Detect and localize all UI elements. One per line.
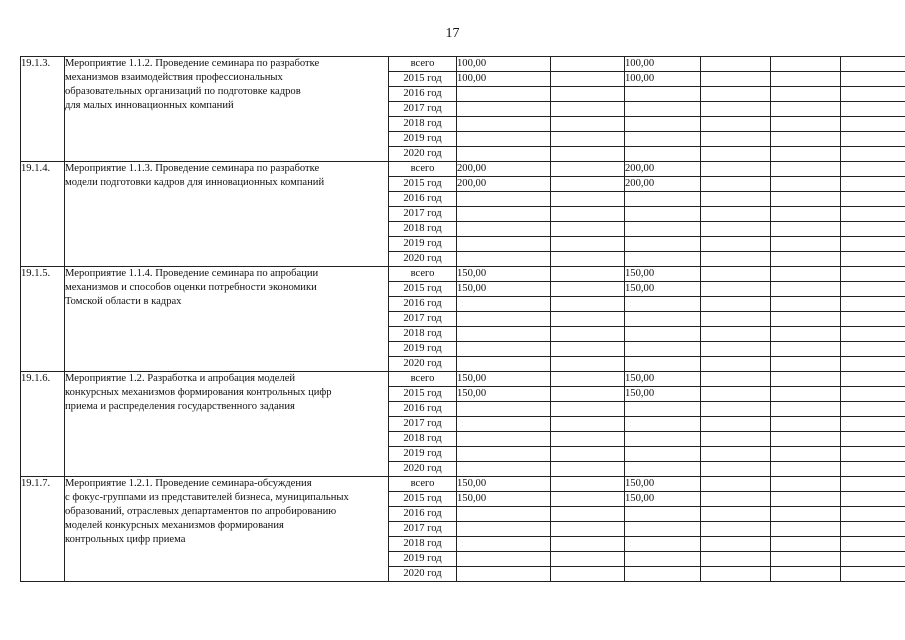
description-line: моделей конкурсных механизмов формирования bbox=[65, 520, 284, 531]
amount-empty bbox=[551, 567, 625, 582]
description-line: конкурсных механизмов формирования контрольных цифр bbox=[65, 387, 332, 398]
amount-empty bbox=[701, 567, 771, 582]
description-line: контрольных цифр приема bbox=[65, 534, 186, 545]
amount-empty bbox=[551, 132, 625, 147]
amount-empty bbox=[771, 132, 841, 147]
amount-empty bbox=[551, 402, 625, 417]
amount-empty bbox=[771, 432, 841, 447]
amount-empty bbox=[771, 72, 841, 87]
measure-description bbox=[65, 162, 389, 267]
amount-empty bbox=[841, 57, 905, 72]
description-line: с фокус-группами из представителей бизнеса, муниципальных bbox=[65, 492, 349, 503]
amount-empty bbox=[551, 102, 625, 117]
year-label: 2019 год bbox=[389, 552, 457, 567]
year-label: 2016 год bbox=[389, 402, 457, 417]
amount-empty bbox=[551, 237, 625, 252]
amount-budget bbox=[625, 342, 701, 357]
amount-budget: 150,00 bbox=[625, 267, 701, 282]
amount-empty bbox=[701, 507, 771, 522]
amount-empty bbox=[841, 447, 905, 462]
amount-empty bbox=[771, 312, 841, 327]
amount-empty bbox=[701, 297, 771, 312]
amount-budget bbox=[625, 327, 701, 342]
amount-total: 100,00 bbox=[457, 72, 551, 87]
amount-empty bbox=[771, 357, 841, 372]
amount-budget bbox=[625, 447, 701, 462]
amount-empty bbox=[701, 222, 771, 237]
amount-empty bbox=[841, 282, 905, 297]
amount-empty bbox=[701, 237, 771, 252]
amount-budget: 150,00 bbox=[625, 492, 701, 507]
amount-empty bbox=[701, 462, 771, 477]
amount-empty bbox=[771, 372, 841, 387]
amount-total bbox=[457, 507, 551, 522]
year-label: 2016 год bbox=[389, 87, 457, 102]
amount-budget: 150,00 bbox=[625, 282, 701, 297]
amount-empty bbox=[771, 417, 841, 432]
year-label: 2020 год bbox=[389, 147, 457, 162]
amount-empty bbox=[701, 372, 771, 387]
description-line: Мероприятие 1.2.1. Проведение семинара-обсуждения bbox=[65, 478, 312, 489]
table-row bbox=[21, 57, 905, 72]
amount-total: 150,00 bbox=[457, 492, 551, 507]
amount-empty bbox=[551, 162, 625, 177]
description-line: Мероприятие 1.2. Разработка и апробация моделей bbox=[65, 373, 296, 384]
amount-empty bbox=[841, 402, 905, 417]
amount-empty bbox=[841, 417, 905, 432]
amount-empty bbox=[771, 522, 841, 537]
year-label: 2016 год bbox=[389, 297, 457, 312]
amount-empty bbox=[551, 537, 625, 552]
amount-budget bbox=[625, 237, 701, 252]
year-label: 2015 год bbox=[389, 177, 457, 192]
year-label: всего bbox=[389, 267, 457, 282]
amount-empty bbox=[771, 297, 841, 312]
amount-total bbox=[457, 117, 551, 132]
amount-total: 150,00 bbox=[457, 477, 551, 492]
amount-empty bbox=[551, 342, 625, 357]
amount-total bbox=[457, 237, 551, 252]
amount-empty bbox=[701, 207, 771, 222]
amount-budget bbox=[625, 522, 701, 537]
amount-empty bbox=[841, 372, 905, 387]
amount-budget bbox=[625, 117, 701, 132]
amount-empty bbox=[841, 297, 905, 312]
measure-number: 19.1.5. bbox=[21, 267, 65, 372]
page-number: 17 bbox=[445, 26, 460, 41]
year-label: 2015 год bbox=[389, 492, 457, 507]
amount-empty bbox=[771, 537, 841, 552]
amount-empty bbox=[551, 117, 625, 132]
measures-table bbox=[20, 56, 905, 582]
amount-empty bbox=[701, 537, 771, 552]
measure-description bbox=[65, 372, 389, 477]
amount-empty bbox=[551, 522, 625, 537]
year-label: 2015 год bbox=[389, 387, 457, 402]
amount-budget bbox=[625, 312, 701, 327]
amount-empty bbox=[551, 72, 625, 87]
amount-empty bbox=[701, 147, 771, 162]
amount-total: 150,00 bbox=[457, 282, 551, 297]
amount-empty bbox=[841, 72, 905, 87]
amount-empty bbox=[841, 567, 905, 582]
amount-total bbox=[457, 312, 551, 327]
amount-budget bbox=[625, 252, 701, 267]
amount-empty bbox=[551, 192, 625, 207]
year-label: 2017 год bbox=[389, 207, 457, 222]
amount-empty bbox=[551, 327, 625, 342]
amount-total bbox=[457, 222, 551, 237]
amount-total bbox=[457, 537, 551, 552]
amount-total bbox=[457, 522, 551, 537]
amount-total: 150,00 bbox=[457, 372, 551, 387]
amount-empty bbox=[701, 477, 771, 492]
amount-total bbox=[457, 207, 551, 222]
description-line: Мероприятие 1.1.4. Проведение семинара по апробации bbox=[65, 268, 319, 279]
year-label: 2019 год bbox=[389, 342, 457, 357]
amount-empty bbox=[551, 492, 625, 507]
year-label: 2018 год bbox=[389, 222, 457, 237]
measure-description bbox=[65, 477, 389, 582]
amount-empty bbox=[551, 432, 625, 447]
amount-empty bbox=[771, 177, 841, 192]
year-label: 2015 год bbox=[389, 282, 457, 297]
year-label: 2020 год bbox=[389, 252, 457, 267]
year-label: 2018 год bbox=[389, 327, 457, 342]
amount-budget: 200,00 bbox=[625, 177, 701, 192]
amount-total bbox=[457, 417, 551, 432]
amount-total bbox=[457, 462, 551, 477]
amount-empty bbox=[701, 177, 771, 192]
amount-budget: 150,00 bbox=[625, 387, 701, 402]
amount-empty bbox=[551, 312, 625, 327]
amount-budget bbox=[625, 507, 701, 522]
year-label: 2019 год bbox=[389, 132, 457, 147]
amount-empty bbox=[771, 207, 841, 222]
amount-empty bbox=[841, 102, 905, 117]
amount-empty bbox=[701, 552, 771, 567]
year-label: 2020 год bbox=[389, 567, 457, 582]
year-label: 2017 год bbox=[389, 102, 457, 117]
amount-empty bbox=[841, 237, 905, 252]
amount-empty bbox=[551, 282, 625, 297]
year-label: 2019 год bbox=[389, 237, 457, 252]
amount-empty bbox=[841, 477, 905, 492]
amount-empty bbox=[841, 267, 905, 282]
amount-budget bbox=[625, 87, 701, 102]
amount-total bbox=[457, 192, 551, 207]
amount-budget bbox=[625, 192, 701, 207]
description-line: для малых инновационных компаний bbox=[65, 100, 234, 111]
amount-empty bbox=[771, 147, 841, 162]
amount-empty bbox=[701, 117, 771, 132]
amount-empty bbox=[771, 162, 841, 177]
description-line: образований, отраслевых департаментов по апробированию bbox=[65, 506, 337, 517]
amount-empty bbox=[841, 147, 905, 162]
year-label: 2020 год bbox=[389, 462, 457, 477]
amount-total bbox=[457, 327, 551, 342]
amount-total bbox=[457, 87, 551, 102]
amount-total bbox=[457, 567, 551, 582]
amount-total: 200,00 bbox=[457, 162, 551, 177]
amount-empty bbox=[771, 252, 841, 267]
year-label: 2018 год bbox=[389, 537, 457, 552]
amount-budget bbox=[625, 462, 701, 477]
amount-empty bbox=[701, 57, 771, 72]
description-line: Мероприятие 1.1.3. Проведение семинара по разработке bbox=[65, 163, 320, 174]
amount-empty bbox=[701, 132, 771, 147]
amount-empty bbox=[701, 522, 771, 537]
year-label: 2015 год bbox=[389, 72, 457, 87]
amount-empty bbox=[551, 87, 625, 102]
amount-empty bbox=[771, 222, 841, 237]
amount-budget bbox=[625, 567, 701, 582]
year-label: 2017 год bbox=[389, 522, 457, 537]
amount-empty bbox=[701, 72, 771, 87]
amount-total: 100,00 bbox=[457, 57, 551, 72]
amount-empty bbox=[841, 387, 905, 402]
amount-budget: 150,00 bbox=[625, 477, 701, 492]
amount-empty bbox=[841, 177, 905, 192]
amount-empty bbox=[701, 102, 771, 117]
amount-empty bbox=[551, 297, 625, 312]
amount-total bbox=[457, 132, 551, 147]
table-row bbox=[21, 267, 905, 282]
amount-empty bbox=[551, 267, 625, 282]
amount-budget bbox=[625, 432, 701, 447]
amount-empty bbox=[551, 357, 625, 372]
amount-empty bbox=[771, 342, 841, 357]
amount-empty bbox=[551, 417, 625, 432]
description-line: модели подготовки кадров для инновационных компаний bbox=[65, 177, 325, 188]
table-body bbox=[21, 57, 905, 582]
year-label: 2018 год bbox=[389, 432, 457, 447]
amount-empty bbox=[771, 462, 841, 477]
amount-total bbox=[457, 357, 551, 372]
amount-budget: 100,00 bbox=[625, 72, 701, 87]
amount-empty bbox=[771, 507, 841, 522]
amount-total: 200,00 bbox=[457, 177, 551, 192]
amount-empty bbox=[701, 402, 771, 417]
amount-empty bbox=[701, 387, 771, 402]
table-row bbox=[21, 477, 905, 492]
measure-number: 19.1.7. bbox=[21, 477, 65, 582]
amount-budget: 150,00 bbox=[625, 372, 701, 387]
year-label: 2019 год bbox=[389, 447, 457, 462]
amount-empty bbox=[771, 237, 841, 252]
amount-total bbox=[457, 147, 551, 162]
description-line: Томской области в кадрах bbox=[65, 296, 182, 307]
amount-empty bbox=[841, 192, 905, 207]
amount-empty bbox=[771, 477, 841, 492]
amount-empty bbox=[771, 102, 841, 117]
amount-empty bbox=[701, 342, 771, 357]
amount-empty bbox=[771, 327, 841, 342]
amount-budget: 100,00 bbox=[625, 57, 701, 72]
year-label: 2020 год bbox=[389, 357, 457, 372]
measure-number: 19.1.3. bbox=[21, 57, 65, 162]
amount-empty bbox=[701, 357, 771, 372]
amount-empty bbox=[771, 447, 841, 462]
amount-empty bbox=[841, 222, 905, 237]
description-line: механизмов взаимодействия профессиональных bbox=[65, 72, 283, 83]
amount-budget bbox=[625, 222, 701, 237]
amount-total bbox=[457, 342, 551, 357]
amount-total bbox=[457, 447, 551, 462]
amount-empty bbox=[701, 192, 771, 207]
amount-empty bbox=[771, 57, 841, 72]
amount-empty bbox=[551, 57, 625, 72]
amount-empty bbox=[771, 282, 841, 297]
measure-number: 19.1.6. bbox=[21, 372, 65, 477]
amount-empty bbox=[841, 432, 905, 447]
measure-description bbox=[65, 57, 389, 162]
amount-budget bbox=[625, 207, 701, 222]
amount-budget bbox=[625, 132, 701, 147]
amount-empty bbox=[841, 522, 905, 537]
year-label: 2016 год bbox=[389, 192, 457, 207]
amount-empty bbox=[701, 162, 771, 177]
amount-total bbox=[457, 297, 551, 312]
measure-description bbox=[65, 267, 389, 372]
year-label: всего bbox=[389, 162, 457, 177]
amount-empty bbox=[551, 177, 625, 192]
amount-empty bbox=[701, 267, 771, 282]
amount-empty bbox=[551, 147, 625, 162]
amount-empty bbox=[841, 492, 905, 507]
amount-budget bbox=[625, 417, 701, 432]
year-label: 2018 год bbox=[389, 117, 457, 132]
amount-total: 150,00 bbox=[457, 267, 551, 282]
measure-number: 19.1.4. bbox=[21, 162, 65, 267]
year-label: 2017 год bbox=[389, 312, 457, 327]
amount-total bbox=[457, 102, 551, 117]
amount-total: 150,00 bbox=[457, 387, 551, 402]
amount-empty bbox=[551, 462, 625, 477]
amount-budget bbox=[625, 102, 701, 117]
amount-empty bbox=[701, 492, 771, 507]
amount-empty bbox=[701, 327, 771, 342]
amount-empty bbox=[771, 117, 841, 132]
amount-budget bbox=[625, 357, 701, 372]
amount-total bbox=[457, 402, 551, 417]
amount-empty bbox=[551, 252, 625, 267]
amount-empty bbox=[551, 222, 625, 237]
amount-empty bbox=[841, 312, 905, 327]
table-row bbox=[21, 162, 905, 177]
amount-empty bbox=[771, 402, 841, 417]
description-line: механизмов и способов оценки потребности экономики bbox=[65, 282, 317, 293]
description-line: Мероприятие 1.1.2. Проведение семинара по разработке bbox=[65, 58, 320, 69]
amount-empty bbox=[841, 507, 905, 522]
amount-budget bbox=[625, 147, 701, 162]
table-row bbox=[21, 372, 905, 387]
amount-empty bbox=[701, 447, 771, 462]
amount-empty bbox=[841, 537, 905, 552]
amount-empty bbox=[551, 387, 625, 402]
amount-empty bbox=[701, 252, 771, 267]
amount-empty bbox=[551, 477, 625, 492]
amount-empty bbox=[841, 87, 905, 102]
amount-empty bbox=[551, 552, 625, 567]
amount-empty bbox=[841, 207, 905, 222]
amount-empty bbox=[841, 132, 905, 147]
amount-total bbox=[457, 432, 551, 447]
amount-empty bbox=[841, 327, 905, 342]
amount-empty bbox=[701, 432, 771, 447]
amount-empty bbox=[701, 87, 771, 102]
amount-empty bbox=[551, 207, 625, 222]
amount-empty bbox=[771, 567, 841, 582]
amount-budget bbox=[625, 537, 701, 552]
amount-empty bbox=[841, 342, 905, 357]
year-label: всего bbox=[389, 57, 457, 72]
description-line: приема и распределения государственного задания bbox=[65, 401, 295, 412]
amount-empty bbox=[551, 447, 625, 462]
amount-budget: 200,00 bbox=[625, 162, 701, 177]
amount-empty bbox=[771, 492, 841, 507]
year-label: всего bbox=[389, 477, 457, 492]
amount-empty bbox=[551, 507, 625, 522]
amount-empty bbox=[771, 192, 841, 207]
description-line: образовательных организаций по подготовке кадров bbox=[65, 86, 301, 97]
amount-empty bbox=[841, 162, 905, 177]
amount-budget bbox=[625, 552, 701, 567]
amount-empty bbox=[841, 357, 905, 372]
amount-empty bbox=[771, 387, 841, 402]
amount-total bbox=[457, 552, 551, 567]
amount-empty bbox=[771, 267, 841, 282]
amount-empty bbox=[841, 462, 905, 477]
year-label: 2016 год bbox=[389, 507, 457, 522]
amount-empty bbox=[701, 312, 771, 327]
amount-empty bbox=[701, 282, 771, 297]
amount-total bbox=[457, 252, 551, 267]
amount-budget bbox=[625, 297, 701, 312]
year-label: всего bbox=[389, 372, 457, 387]
amount-empty bbox=[841, 252, 905, 267]
year-label: 2017 год bbox=[389, 417, 457, 432]
amount-empty bbox=[841, 117, 905, 132]
amount-empty bbox=[551, 372, 625, 387]
amount-empty bbox=[841, 552, 905, 567]
amount-budget bbox=[625, 402, 701, 417]
amount-empty bbox=[771, 87, 841, 102]
amount-empty bbox=[701, 417, 771, 432]
amount-empty bbox=[771, 552, 841, 567]
